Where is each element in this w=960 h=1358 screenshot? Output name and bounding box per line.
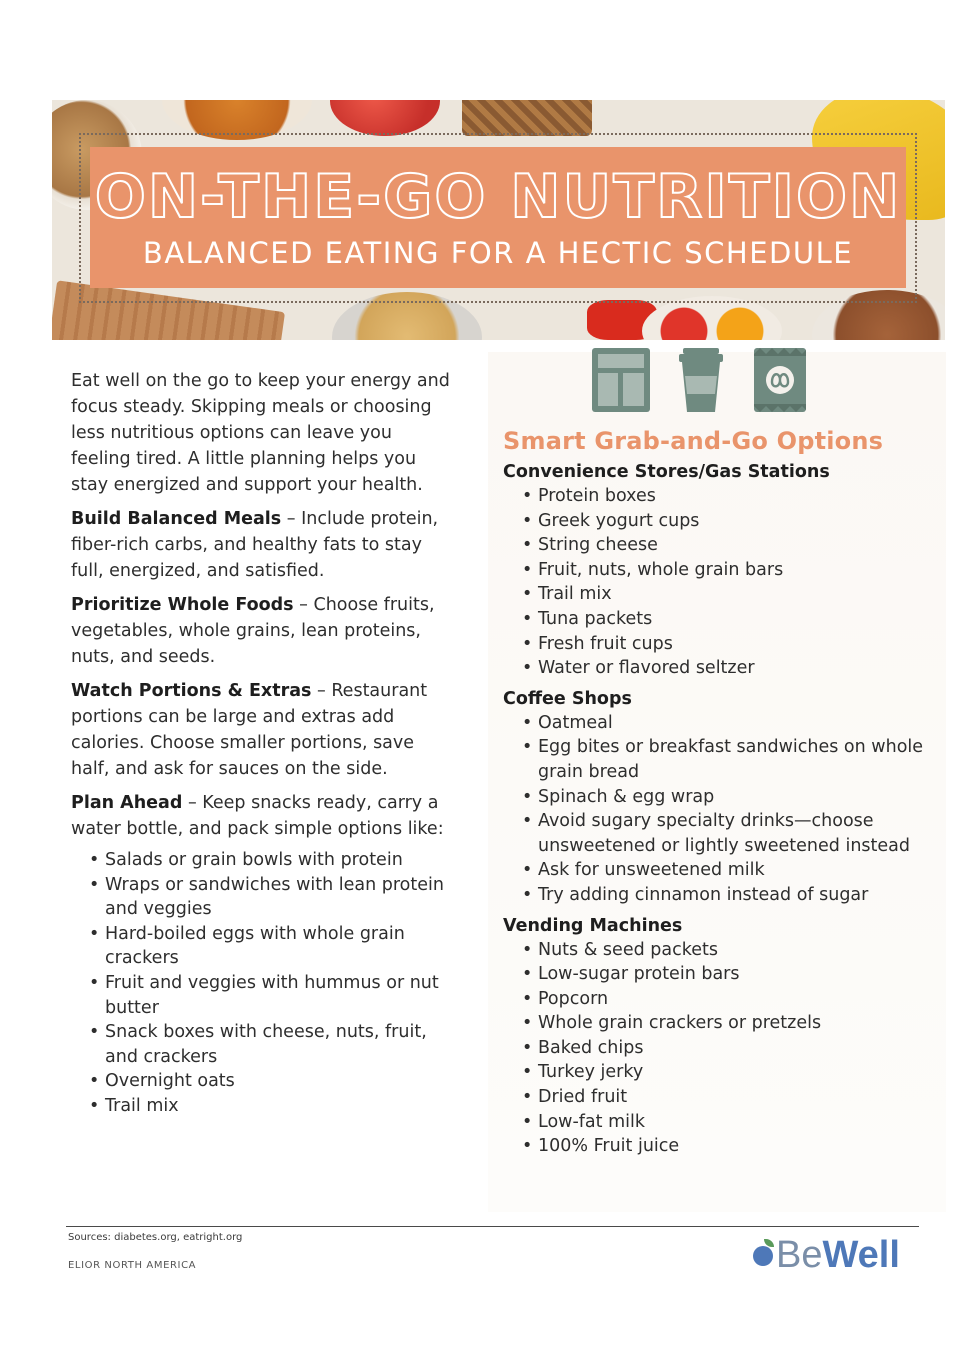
apple-image <box>330 100 440 136</box>
list-item: • Ask for unsweetened milk <box>522 858 933 883</box>
list-item: • Low-sugar protein bars <box>522 962 933 987</box>
right-column <box>503 424 933 1159</box>
options-icons <box>592 346 812 414</box>
list-item: • Fruit, nuts, whole grain bars <box>522 558 933 583</box>
coffee-cup-icon <box>679 346 723 412</box>
list-item: • Turkey jerky <box>522 1060 933 1085</box>
list-item: • Try adding cinnamon instead of sugar <box>522 883 933 908</box>
tip-text: – Keep snacks ready, carry a water bottle, and pack simple options like: <box>71 793 444 839</box>
tip-text: – Include protein, fiber-rich carbs, and healthy fats to stay full, energized, and satisfied. <box>71 509 439 581</box>
list-item: • Oatmeal <box>522 711 933 736</box>
pretzel-bag-icon <box>754 348 806 412</box>
logo-text-bold: Well <box>822 1234 900 1276</box>
list-item: • Fresh fruit cups <box>522 632 933 657</box>
list-item: • Trail mix <box>89 1094 456 1119</box>
section-heading-coffee-shops: Coffee Shops <box>503 688 632 709</box>
bento-box-icon <box>592 348 650 412</box>
footer-divider <box>66 1226 919 1227</box>
list-item: • Egg bites or breakfast sandwiches on whole grain bread <box>522 735 933 784</box>
list-item: • Avoid sugary specialty drinks—choose unsweetened or lightly sweetened instead <box>522 809 933 858</box>
list-item: • Fruit and veggies with hummus or nut butter <box>89 971 456 1020</box>
tip-text: – Restaurant portions can be large and extras add calories. Choose smaller portions, save half, and ask for sauces on the side. <box>71 681 428 779</box>
list-item: • Spinach & egg wrap <box>522 785 933 810</box>
list-item: • Water or flavored seltzer <box>522 656 933 681</box>
list-item: • Trail mix <box>522 582 933 607</box>
list-item: • 100% Fruit juice <box>522 1134 933 1159</box>
tip-heading: Plan Ahead <box>71 793 183 813</box>
tip-heading: Watch Portions & Extras <box>71 681 312 701</box>
page-title: ON-THE-GO NUTRITION <box>94 162 902 232</box>
list-item: • Popcorn <box>522 987 933 1012</box>
list-item: • Nuts & seed packets <box>522 938 933 963</box>
tip-heading: Prioritize Whole Foods <box>71 595 294 615</box>
list-item: • Tuna packets <box>522 607 933 632</box>
list-item: • Salads or grain bowls with protein <box>89 848 456 873</box>
coffee-shops-list <box>522 711 933 908</box>
plan-ahead-list <box>89 848 456 1119</box>
left-column <box>71 368 456 1119</box>
list-item: • Dried fruit <box>522 1085 933 1110</box>
list-item: • Hard-boiled eggs with whole grain crackers <box>89 922 456 971</box>
list-item: • Overnight oats <box>89 1069 456 1094</box>
intro-paragraph: Eat well on the go to keep your energy and focus steady. Skipping meals or choosing less nutritious options can leave you feeling tired. A little planning helps you stay energized and support your health. <box>71 371 450 495</box>
list-item: • String cheese <box>522 533 933 558</box>
blueberry-icon <box>753 1246 773 1266</box>
list-item: • Baked chips <box>522 1036 933 1061</box>
sources-text: Sources: diabetes.org, eatright.org <box>68 1232 243 1243</box>
list-item: • Wraps or sandwiches with lean protein and veggies <box>89 873 456 922</box>
granola-bar-image <box>462 100 592 136</box>
tip-prioritize-whole-foods <box>71 592 456 670</box>
tip-text: – Choose fruits, vegetables, whole grains, lean proteins, nuts, and seeds. <box>71 595 435 667</box>
page-subtitle: BALANCED EATING FOR A HECTIC SCHEDULE <box>142 236 854 270</box>
tip-heading: Build Balanced Meals <box>71 509 282 529</box>
list-item: • Low-fat milk <box>522 1110 933 1135</box>
options-title: Smart Grab-and-Go Options <box>503 427 884 455</box>
logo-text-light: Be <box>776 1234 823 1276</box>
tip-plan-ahead <box>71 790 456 842</box>
list-item: • Protein boxes <box>522 484 933 509</box>
tip-build-balanced-meals <box>71 506 456 584</box>
section-heading-convenience-stores: Convenience Stores/Gas Stations <box>503 462 830 482</box>
list-item: • Greek yogurt cups <box>522 509 933 534</box>
section-heading-vending-machines: Vending Machines <box>503 915 683 936</box>
bewell-logo <box>750 1234 922 1278</box>
convenience-stores-list <box>522 484 933 681</box>
company-name: ELIOR NORTH AMERICA <box>68 1260 197 1271</box>
header-banner <box>52 100 945 340</box>
vending-machines-list <box>522 938 933 1159</box>
tip-watch-portions <box>71 678 456 782</box>
list-item: • Snack boxes with cheese, nuts, fruit, and crackers <box>89 1020 456 1069</box>
list-item: • Whole grain crackers or pretzels <box>522 1011 933 1036</box>
